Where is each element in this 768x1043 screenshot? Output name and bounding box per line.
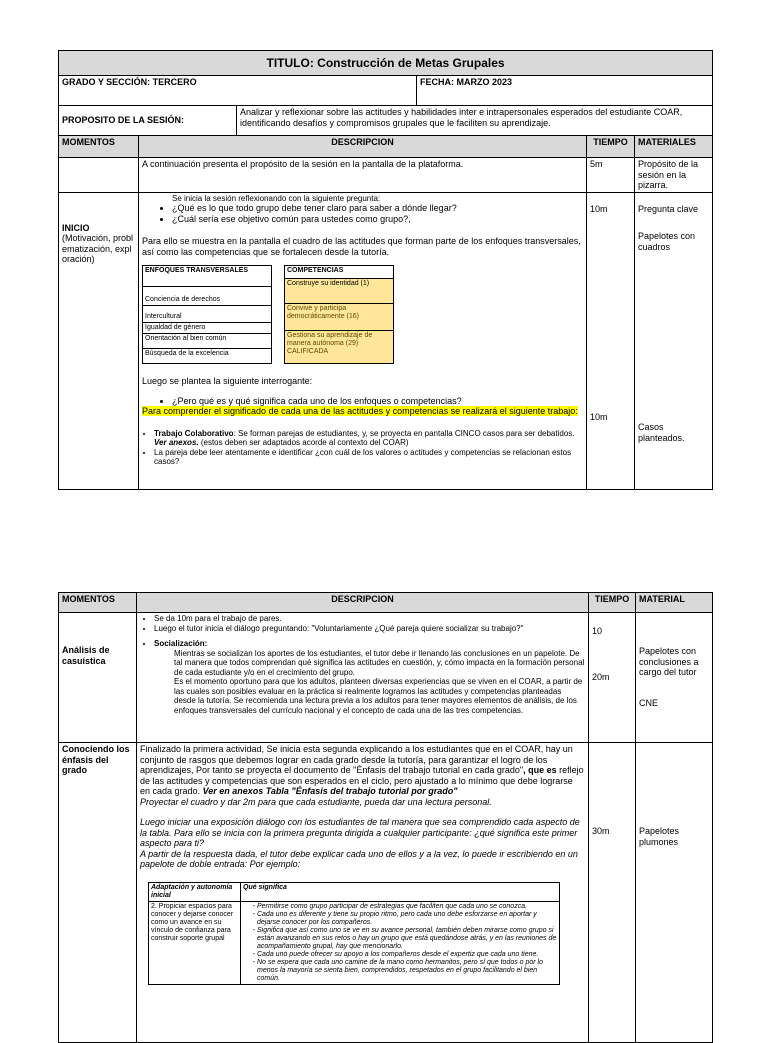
analisis-momento: Análisis de casuística xyxy=(59,613,137,743)
significado-table: Adaptación y autonomía inicial Qué significa 2. Propiciar espacios para conocer y dejarse conocer como un avance en su vínculo de confianza para construir soporte grupal - Permitirse como grupo participar de estrategias que faciliten que cada uno se conozca. - Cada uno es diferente y tiene su propio ritmo, pero cada uno debe esforzarse en aportar y dejarse conocer por los compañeros. - Significa que así como uno se ve en su avance personal, también deben mirarse como grupo si están avanzando en sus retos o hay un grupo que está quedándose atrás, y en las reuniones de acompañamiento grupal, hay que mencionarlo. - Cada uno puede ofrecer su apoyo a los compañeros desde el expertiz que cada uno tiene. - No se espera que cada uno camine de la mano como hermanitos, pero sí que todos o por lo menos la mayoría se sienta bien, comprendidos, respetados en el grupo facilitando el bien común. xyxy=(148,882,560,985)
inicio-momento: INICIO (Motivación, problematización, exploración) xyxy=(59,192,139,489)
t2-header-tiempo: TIEMPO xyxy=(589,593,636,613)
session-title: TITULO: Construcción de Metas Grupales xyxy=(59,51,713,76)
t2-header-material: MATERIAL xyxy=(636,593,713,613)
session-table-1 xyxy=(58,50,712,490)
conociendo-momento: Conociendo los énfasis del grado xyxy=(59,743,137,1043)
inicio-materiales: Pregunta clave Papelotes con cuadros Casos planteados. xyxy=(635,192,713,489)
proposito-label: PROPOSITO DE LA SESIÓN: xyxy=(59,106,237,136)
row1-desc: A continuación presenta el propósito de la sesión en la pantalla de la plataforma. xyxy=(139,158,587,193)
enfoques-competencias xyxy=(142,265,583,364)
inicio-tiempo: 10m 10m xyxy=(587,192,635,489)
session-table-2 xyxy=(58,592,712,1043)
analisis-desc: • Se da 10m para el trabajo de pares. • Luego el tutor inicia el diálogo preguntando: "Voluntariamente ¿Qué pareja quiere socializar su trabajo?" • Socialización: Mientras se socializan los aportes de los estudiantes, el tutor debe ir llenando las conclusiones en un papelote. De tal manera que todos comprendan qué significa las actitudes en cuestión, y, cómo impacta en la formación personal de cada estudiante y/o en el crecimiento del grupo. Es el momento oportuno para que los adultos, planteen diversas experiencias que se viven en el COAR, a partir de las cuales son posibles evaluar en la práctica si realmente logramos las actitudes y competencias planteadas desde la tutoría. Se recomienda una lectura previa a los adultos para tener mayores elementos de análisis, de los enfoques transversales del currículo nacional y el concepto de cada una de las tres competencias. xyxy=(137,613,589,743)
row1-material: Propósito de la sesión en la pizarra. xyxy=(635,158,713,193)
row1-momento xyxy=(59,158,139,193)
proposito-value: Analizar y reflexionar sobre las actitudes y habilidades inter e intrapersonales esperados del estudiante COAR, identificando desafíos y compromisos grupales que le faciliten su aprendizaje. xyxy=(237,106,713,136)
row1-tiempo: 5m xyxy=(587,158,635,193)
header-momentos: MOMENTOS xyxy=(59,136,139,158)
header-descripcion: DESCRIPCION xyxy=(139,136,587,158)
analisis-tiempo: 10 20m xyxy=(589,613,636,743)
grado-cell: GRADO Y SECCIÓN: TERCERO xyxy=(59,76,417,106)
conociendo-tiempo: 30m xyxy=(589,743,636,1043)
highlight-text: Para comprender el significado de cada una de las actitudes y competencias se realizará el siguiente trabajo: xyxy=(142,406,578,416)
inicio-desc: Se inicia la sesión reflexionando con la siguiente pregunta: • ¿Qué es lo que todo grupo debe tener claro para saber a dónde llegar? • ¿Cuál sería ese objetivo común para ustedes como grupo?, Para ello se muestra en la pantalla el cuadro de las actitudes que forman parte de los enfoques transversales, así como las competencias que se fortalecen desde la tutoría. ENFOQUES TRANSVERSALES Conciencia de derechos Intercultural Igualdad de género Orientación al bien común Búsqueda de la excelencia COMPETENCIAS Construye su identidad (1) Convive y participa democráticamente (16) Gestiona su aprendizaje de manera autónoma (29) CALIFICADA Luego se plantea la siguiente interrogante: • ¿Pero qué es y qué significa cada uno de los enfoques o competencias? Para comprender el significado de cada una de las actitudes y competencias se realizará el siguiente trabajo: • Trabajo Colaborativo: Se forman parejas de estudiantes, y, se proyecta en pantalla CINCO casos para ser debatidos. Ver anexos. (estos deben ser adaptados acorde al contexto del COAR) • La pareja debe leer atentamente e identificar ¿con cuál de los valores o actitudes y competencias se relacionan estos casos? xyxy=(139,192,587,489)
header-tiempo: TIEMPO xyxy=(587,136,635,158)
analisis-material: Papelotes con conclusiones a cargo del tutor CNE xyxy=(636,613,713,743)
header-materiales: MATERIALES xyxy=(635,136,713,158)
competencias-table: COMPETENCIAS Construye su identidad (1) Convive y participa democráticamente (16) Gestiona su aprendizaje de manera autónoma (29) CALIFICADA xyxy=(284,265,394,364)
inicio-questions: • ¿Qué es lo que todo grupo debe tener claro para saber a dónde llegar? • ¿Cuál sería ese objetivo común para ustedes como grupo?, xyxy=(142,203,583,224)
enfoques-table: ENFOQUES TRANSVERSALES Conciencia de derechos Intercultural Igualdad de género Orientación al bien común Búsqueda de la excelencia xyxy=(142,265,272,364)
t2-header-momentos: MOMENTOS xyxy=(59,593,137,613)
fecha-cell: FECHA: MARZO 2023 xyxy=(417,76,713,106)
conociendo-material: Papelotes plumones xyxy=(636,743,713,1043)
t2-header-descripcion: DESCRIPCION xyxy=(137,593,589,613)
conociendo-desc: Finalizado la primera actividad, Se inicia esta segunda explicando a los estudiantes que en el COAR, hay un conjunto de rasgos que debemos lograr en cada grado desde la tutoría, para garantizar el logro de los aprendizajes, Por tanto se proyecta el documento de "Énfasis del trabajo tutorial en cada grado", que es reflejo de las actitudes y competencias que son esperados en el ciclo, pero ajustado a lo mínimo que debe lograrse en cada grado. Ver en anexos Tabla "Énfasis del trabajo tutorial por grado" Proyectar el cuadro y dar 2m para que cada estudiante, pueda dar una lectura personal. Luego iniciar una exposición diálogo con los estudiantes de tal manera que sea comprendido cada aspecto de la tabla. Para ello se inicia con la primera pregunta dirigida a cualquier participante: ¿qué significa este primer aspecto para ti? A partir de la respuesta dada, el tutor debe explicar cada uno de ellos y a la vez, lo puede ir escribiendo en un papelote de doble entrada: Por ejemplo: Adaptación y autonomía inicial Qué significa 2. Propiciar espacios para conocer y dejarse conocer como un avance en su vínculo de confianza para construir soporte grupal - Permitirse como grupo participar de estrategias que faciliten que cada uno se conozca. - Cada uno es diferente y tiene su propio ritmo, pero cada uno debe esforzarse en aportar y dejarse conocer por los compañeros. - Significa que así como uno se ve en su avance personal, también deben mirarse como grupo si están avanzando en sus retos o hay un grupo que está quedándose atrás, y en las reuniones de acompañamiento grupal, hay que mencionarlo. - Cada uno puede ofrecer su apoyo a los compañeros desde el expertiz que cada uno tiene. - No se espera que cada uno camine de la mano como hermanitos, pero sí que todos o por lo menos la mayoría se sienta bien, comprendidos, respetados en el grupo facilitando el bien común. xyxy=(137,743,589,1043)
